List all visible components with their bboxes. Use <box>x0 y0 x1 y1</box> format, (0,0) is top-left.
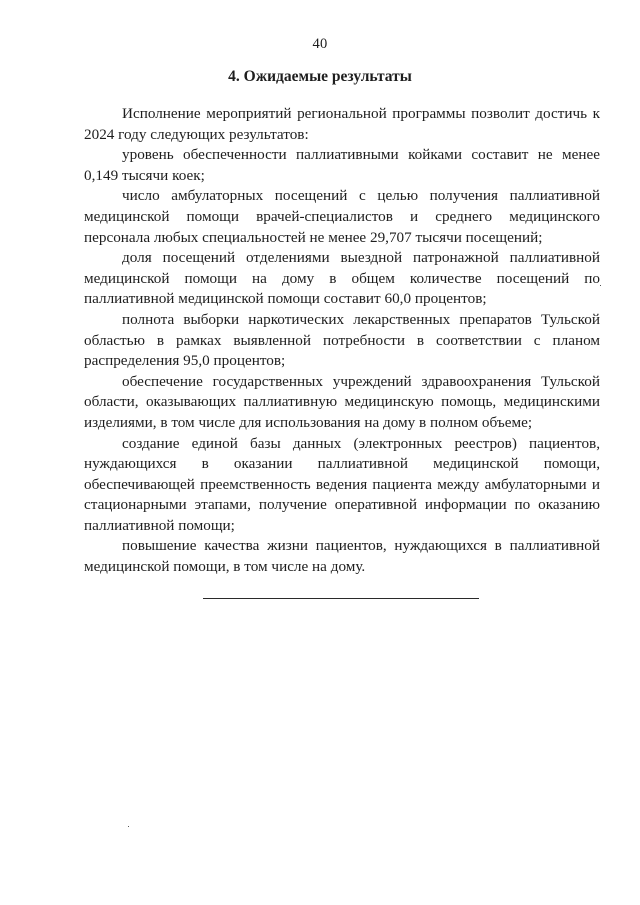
page-number: 40 <box>312 36 328 52</box>
separator-line <box>203 598 479 599</box>
body-text <box>84 104 600 578</box>
section-title: 4. Ожидаемые результаты <box>228 68 412 85</box>
paragraph-item: доля посещений отделениями выездной патронажной паллиативной медицинской помощи на дому в общем количестве посещений по паллиативной медицинской помощи составит 60,0 процентов; <box>84 249 600 308</box>
paragraph-item: полнота выборки наркотических лекарственных препаратов Тульской областью в рамках выявленной потребности в соответствии с планом распределения 95,0 процентов; <box>84 310 600 370</box>
paragraph-intro: Исполнение мероприятий региональной программы позволит достичь к 2024 году следующих результатов: <box>84 105 600 143</box>
scan-speck <box>128 826 129 827</box>
paragraph-item: уровень обеспеченности паллиативными койками составит не менее 0,149 тысячи коек; <box>84 146 600 184</box>
paragraph-item: повышение качества жизни пациентов, нуждающихся в паллиативной медицинской помощи, в том числе на дому. <box>84 537 600 576</box>
paragraph-item: обеспечение государственных учреждений здравоохранения Тульской области, оказывающих паллиативную медицинскую помощь, медицинскими изделиями, в том числе для использования на дому в полном объеме; <box>84 372 600 431</box>
paragraph-item: создание единой базы данных (электронных реестров) пациентов, нуждающихся в оказании паллиативной медицинской помощи, обеспечивающей преемственность ведения пациента между амбулаторными и стационарными этапами, получение оперативной информации по оказанию паллиативной помощи; <box>84 434 600 534</box>
paragraph-item: число амбулаторных посещений с целью получения паллиативной медицинской помощи врачей-специалистов и среднего медицинского персонала любых специальностей не менее 29,707 тысячи посещений; <box>84 187 600 246</box>
scan-speck <box>600 285 601 286</box>
